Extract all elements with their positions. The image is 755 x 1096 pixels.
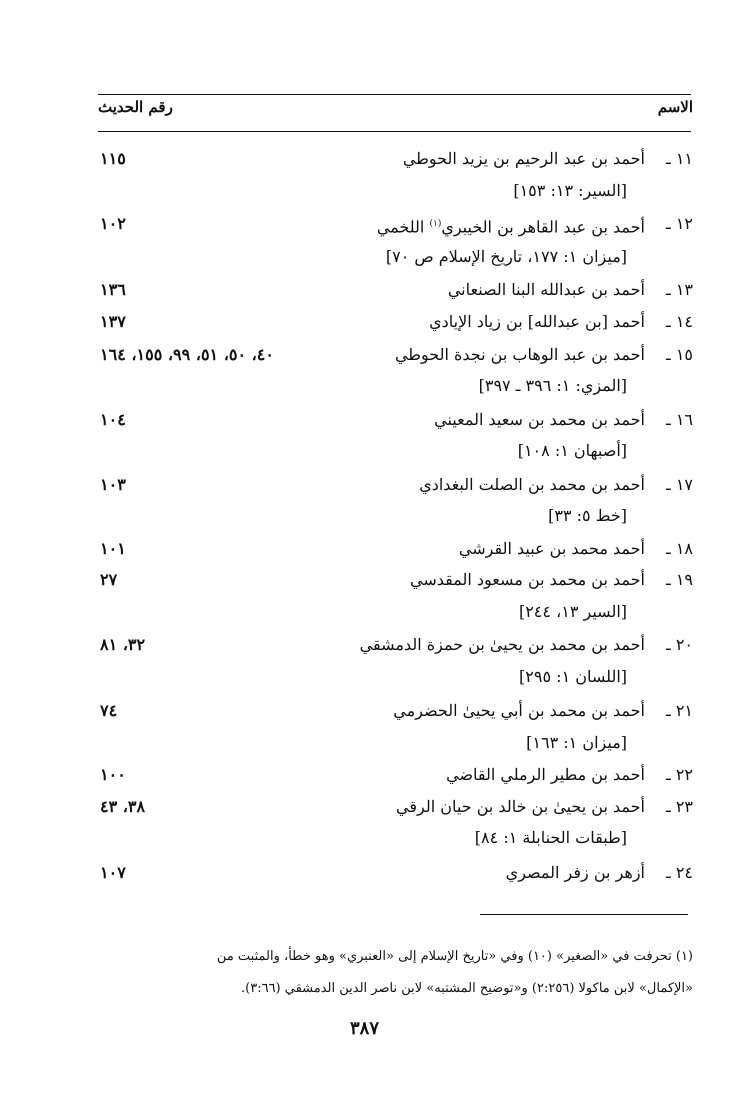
entry-name: أحمد بن محمد بن الصلت البغدادي: [419, 475, 645, 494]
entry-name: أحمد بن يحيىٰ بن خالد بن حيان الرقي: [396, 797, 645, 816]
entry-number: ١٦ ـ: [666, 410, 693, 429]
entry-source: [ميزان ١: ١٧٧، تاريخ الإسلام ص ٧٠]: [385, 247, 627, 266]
top-rule: [98, 94, 691, 95]
entry-name-with-footnote: [377, 211, 645, 237]
entry-number: ٢٣ ـ: [666, 797, 693, 816]
entry-name: أحمد بن محمد بن يحيىٰ بن حمزة الدمشقي: [359, 635, 645, 654]
footnote-line: «الإكمال» لابن ماكولا (٢:٢٥٦) و«توضيح المشتبه» لابن ناصر الدين الدمشقي (٣:٦٦).: [241, 981, 693, 996]
entry-number: ١١ ـ: [666, 149, 693, 168]
entry-number: ١٣ ـ: [666, 280, 693, 299]
entry-hadith-numbers: ٣٨، ٤٣: [100, 797, 146, 816]
entry-name: أحمد [بن عبدالله] بن زياد الإيادي: [429, 312, 645, 331]
entry-hadith-numbers: ٤٠، ٥٠، ٥١، ٩٩، ١٥٥، ١٦٤: [100, 345, 274, 364]
entry-source: [ميزان ١: ١٦٣]: [526, 733, 627, 752]
footnote-rule: [480, 914, 688, 915]
entry-name: أحمد محمد بن عبيد القرشي: [458, 539, 645, 558]
entry-source: [المزي: ١: ٣٩٦ ـ ٣٩٧]: [478, 376, 627, 395]
header-rule: [98, 131, 691, 132]
footnote-line: (١) تحرفت في «الصغير» (١٠) وفي «تاريخ الإسلام إلى «العنبري» وهو خطأ، والمثبت من: [216, 949, 693, 964]
entry-hadith-numbers: ٣٢، ٨١: [100, 635, 146, 654]
entry-number: ١٤ ـ: [666, 312, 693, 331]
entry-name: أحمد بن عبد القاهر بن الخيبري: [441, 217, 645, 237]
entry-number: ١٧ ـ: [666, 475, 693, 494]
entry-source: [طبقات الحنابلة ١: ٨٤]: [474, 828, 627, 847]
entry-number: ٢٢ ـ: [666, 765, 693, 784]
entry-number: ٢٤ ـ: [666, 863, 693, 882]
name-column-header: الاسم: [657, 98, 693, 116]
entry-number: ١٩ ـ: [666, 570, 693, 589]
entry-number: ١٨ ـ: [666, 539, 693, 558]
entry-source: [خط ٥: ٣٣]: [548, 506, 627, 525]
entry-source: [أصبهان ١: ١٠٨]: [517, 441, 627, 460]
entry-number: ١٢ ـ: [666, 214, 693, 233]
entry-hadith-numbers: ١٠١: [100, 539, 126, 558]
entry-hadith-numbers: ١٠٢: [100, 214, 126, 233]
entry-name: أحمد بن محمد بن سعيد المعيني: [434, 410, 645, 429]
entry-hadith-numbers: ١٠٣: [100, 475, 126, 494]
entry-source: [السير ١٣، ٢٤٤]: [518, 602, 627, 621]
entry-hadith-numbers: ١١٥: [100, 149, 126, 168]
entry-name: أحمد بن عبد الرحيم بن يزيد الحوطي: [402, 149, 645, 168]
entry-name: أحمد بن عبد الوهاب بن نجدة الحوطي: [394, 345, 645, 364]
entry-hadith-numbers: ١٣٧: [100, 312, 126, 331]
entry-name: أحمد بن عبدالله البنا الصنعاني: [447, 280, 645, 299]
entry-hadith-numbers: ١٠٤: [100, 410, 126, 429]
entry-hadith-numbers: ٢٧: [100, 570, 118, 589]
entry-hadith-numbers: ١٠٧: [100, 863, 126, 882]
entry-number: ٢١ ـ: [666, 701, 693, 720]
entry-source: [اللسان ١: ٢٩٥]: [519, 667, 627, 686]
entry-name: أحمد بن محمد بن مسعود المقدسي: [410, 570, 645, 589]
page-number: ٣٨٧: [350, 1018, 380, 1039]
entry-number: ٢٠ ـ: [666, 635, 693, 654]
entry-name: أزهر بن زفر المصري: [505, 863, 645, 882]
entry-hadith-numbers: ١٣٦: [100, 280, 126, 299]
entry-name: أحمد بن محمد بن أبي يحيىٰ الحضرمي: [393, 701, 645, 720]
entry-name-tail: اللخمي: [376, 217, 430, 237]
entry-hadith-numbers: ١٠٠: [100, 765, 126, 784]
entry-name: أحمد بن مطير الرملي القاضي: [446, 765, 645, 784]
footnote-marker: (١): [429, 219, 442, 229]
entry-hadith-numbers: ٧٤: [100, 701, 118, 720]
entry-source: [السير: ١٣: ١٥٣]: [513, 181, 627, 200]
hadith-column-header: رقم الحديث: [98, 98, 173, 116]
entry-number: ١٥ ـ: [666, 345, 693, 364]
